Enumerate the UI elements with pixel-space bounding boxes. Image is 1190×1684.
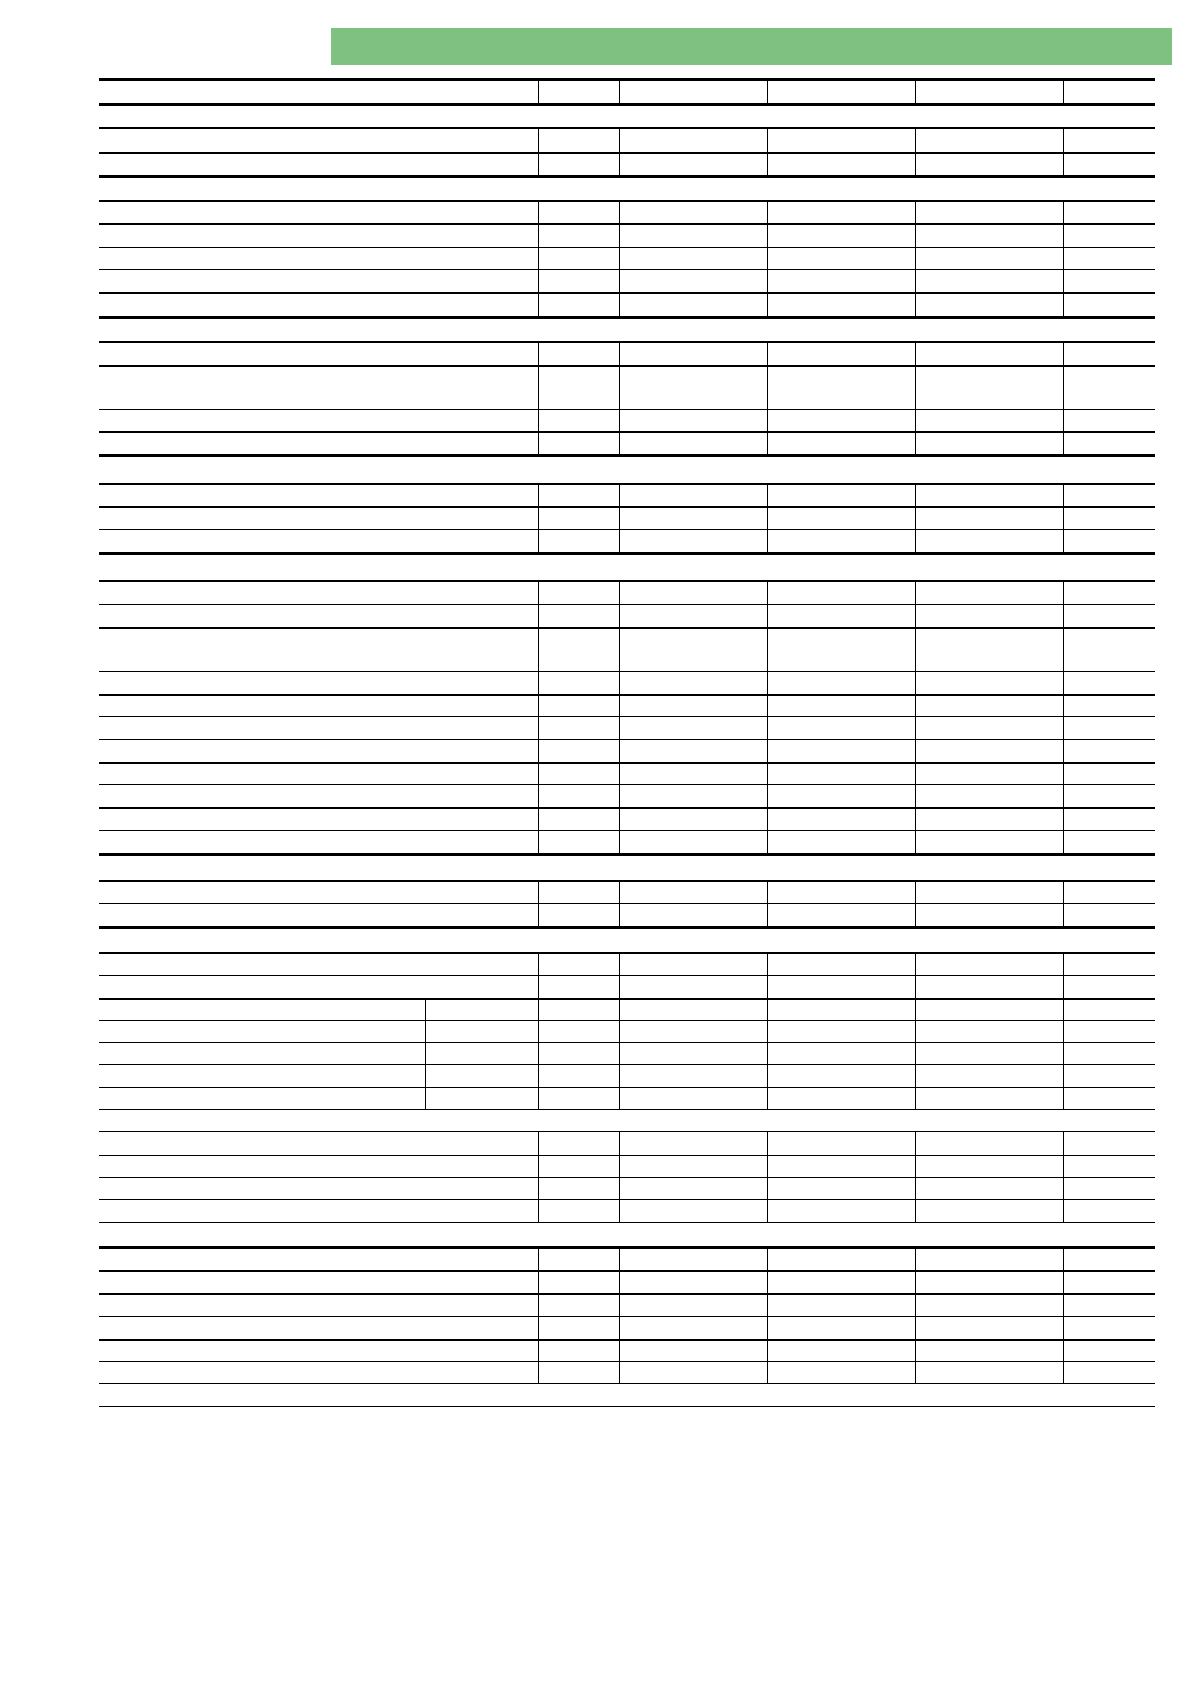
table-rule (99, 175, 1155, 178)
table-rule (99, 431, 1155, 433)
table-cell-border (767, 365, 768, 409)
table-cell-border (538, 580, 539, 604)
table-cell-border (538, 1361, 539, 1383)
table-cell-border (767, 1316, 768, 1339)
table-cell-border (767, 1064, 768, 1087)
table-cell-border (915, 807, 916, 830)
table-cell-border (915, 200, 916, 223)
table-cell-border (915, 952, 916, 975)
table-cell-border (1063, 830, 1064, 853)
table-cell-border (915, 1131, 916, 1155)
table-cell-border (1063, 784, 1064, 807)
table-cell-border (767, 784, 768, 807)
table-cell-border (915, 78, 916, 103)
table-cell-border (425, 1087, 426, 1109)
table-cell-border (425, 1064, 426, 1087)
table-rule (99, 152, 1155, 154)
table-cell-border (767, 1020, 768, 1042)
table-rule (99, 807, 1155, 809)
table-rule (99, 247, 1155, 248)
table-cell-border (619, 431, 620, 454)
table-cell-border (619, 200, 620, 223)
table-cell-border (538, 671, 539, 694)
table-cell-border (538, 506, 539, 529)
table-cell-border (915, 784, 916, 807)
table-cell-border (538, 762, 539, 784)
table-cell-border (538, 975, 539, 998)
table-cell-border (1063, 1316, 1064, 1339)
table-cell-border (619, 671, 620, 694)
table-cell-border (915, 152, 916, 175)
table-cell-border (538, 247, 539, 269)
table-rule (99, 1177, 1155, 1178)
table-cell-border (767, 1339, 768, 1361)
table-cell-border (1063, 365, 1064, 409)
table-cell-border (1063, 1361, 1064, 1383)
table-cell-border (915, 223, 916, 247)
table-cell-border (915, 1246, 916, 1270)
table-rule (99, 762, 1155, 764)
table-cell-border (619, 341, 620, 365)
table-cell-border (619, 694, 620, 716)
table-cell-border (767, 975, 768, 998)
table-rule (99, 78, 1155, 81)
table-cell-border (619, 975, 620, 998)
table-cell-border (767, 127, 768, 152)
table-cell-border (767, 694, 768, 716)
table-cell-border (619, 223, 620, 247)
table-cell-border (538, 409, 539, 431)
table-rule (99, 1155, 1155, 1156)
table-cell-border (619, 365, 620, 409)
table-rule (99, 1316, 1155, 1317)
table-cell-border (1063, 1246, 1064, 1270)
table-rule (99, 341, 1155, 343)
table-cell-border (1063, 1087, 1064, 1109)
table-rule (99, 975, 1155, 976)
table-cell-border (538, 627, 539, 671)
table-cell-border (619, 247, 620, 269)
table-cell-border (538, 431, 539, 454)
table-cell-border (538, 1270, 539, 1293)
table-cell-border (538, 604, 539, 627)
table-cell-border (915, 762, 916, 784)
table-cell-border (538, 830, 539, 853)
table-cell-border (1063, 604, 1064, 627)
table-cell-border (619, 998, 620, 1020)
table-cell-border (1063, 762, 1064, 784)
table-cell-border (915, 975, 916, 998)
table-cell-border (619, 1316, 620, 1339)
table-cell-border (915, 1361, 916, 1383)
table-rule (99, 580, 1155, 582)
table-cell-border (1063, 1199, 1064, 1222)
table-rule (99, 998, 1155, 1000)
table-cell-border (425, 1020, 426, 1042)
table-rule (99, 952, 1155, 954)
table-cell-border (1063, 152, 1064, 175)
table-cell-border (1063, 903, 1064, 926)
table-cell-border (915, 880, 916, 903)
table-rule (99, 1339, 1155, 1341)
table-cell-border (767, 1246, 768, 1270)
table-cell-border (619, 1199, 620, 1222)
table-rule (99, 926, 1155, 929)
table-cell-border (538, 341, 539, 365)
table-cell-border (619, 762, 620, 784)
table-cell-border (1063, 1339, 1064, 1361)
table-cell-border (915, 1064, 916, 1087)
table-cell-border (767, 152, 768, 175)
table-rule (99, 1042, 1155, 1043)
table-rule (99, 292, 1155, 294)
table-cell-border (767, 580, 768, 604)
table-cell-border (1063, 739, 1064, 762)
table-rule (99, 1406, 1155, 1407)
table-cell-border (538, 784, 539, 807)
table-cell-border (538, 200, 539, 223)
table-cell-border (619, 152, 620, 175)
table-rule (99, 1131, 1155, 1132)
table-cell-border (619, 1361, 620, 1383)
table-cell-border (1063, 1155, 1064, 1177)
table-cell-border (767, 830, 768, 853)
table-cell-border (1063, 341, 1064, 365)
table-cell-border (767, 1177, 768, 1199)
table-cell-border (915, 1199, 916, 1222)
table-cell-border (915, 292, 916, 316)
table-cell-border (915, 604, 916, 627)
table-rule (99, 1109, 1155, 1110)
table-cell-border (915, 1270, 916, 1293)
table-cell-border (1063, 627, 1064, 671)
table-rule (99, 830, 1155, 831)
table-cell-border (1063, 292, 1064, 316)
table-cell-border (767, 739, 768, 762)
table-cell-border (619, 880, 620, 903)
table-cell-border (619, 1020, 620, 1042)
table-cell-border (1063, 1020, 1064, 1042)
table-cell-border (619, 1155, 620, 1177)
table-rule (99, 671, 1155, 672)
table-rule (99, 1087, 1155, 1088)
table-rule (99, 853, 1155, 856)
table-cell-border (767, 1155, 768, 1177)
table-rule (99, 1199, 1155, 1200)
table-rule (99, 903, 1155, 904)
table-cell-border (619, 627, 620, 671)
table-cell-border (619, 78, 620, 103)
table-cell-border (767, 1087, 768, 1109)
table-rule (99, 529, 1155, 530)
table-cell-border (1063, 1293, 1064, 1316)
table-cell-border (619, 529, 620, 552)
table-cell-border (619, 903, 620, 926)
table-cell-border (1063, 880, 1064, 903)
table-cell-border (767, 762, 768, 784)
table-cell-border (915, 903, 916, 926)
table-rule (99, 1270, 1155, 1272)
table-cell-border (619, 604, 620, 627)
table-rule (99, 316, 1155, 319)
table-cell-border (767, 1199, 768, 1222)
table-cell-border (538, 223, 539, 247)
table-cell-border (915, 1020, 916, 1042)
table-cell-border (915, 127, 916, 152)
table-rule (99, 1383, 1155, 1384)
table-cell-border (767, 1131, 768, 1155)
table-cell-border (619, 1064, 620, 1087)
table-cell-border (619, 807, 620, 830)
table-cell-border (538, 365, 539, 409)
table-cell-border (538, 1199, 539, 1222)
table-cell-border (538, 529, 539, 552)
table-cell-border (767, 671, 768, 694)
table-cell-border (767, 1361, 768, 1383)
table-cell-border (619, 1042, 620, 1064)
table-cell-border (425, 1042, 426, 1064)
table-cell-border (915, 1177, 916, 1199)
table-cell-border (915, 739, 916, 762)
table-cell-border (1063, 431, 1064, 454)
table-rule (99, 552, 1155, 555)
table-cell-border (619, 784, 620, 807)
table-cell-border (767, 604, 768, 627)
table-cell-border (767, 998, 768, 1020)
table-cell-border (1063, 1177, 1064, 1199)
table-cell-border (767, 431, 768, 454)
table-cell-border (1063, 1042, 1064, 1064)
table-cell-border (915, 1339, 916, 1361)
table-cell-border (538, 998, 539, 1020)
table-cell-border (915, 269, 916, 292)
table-cell-border (619, 292, 620, 316)
table-cell-border (538, 694, 539, 716)
table-rule (99, 694, 1155, 696)
table-cell-border (915, 580, 916, 604)
table-cell-border (767, 223, 768, 247)
table-cell-border (1063, 1064, 1064, 1087)
table-cell-border (767, 627, 768, 671)
table-cell-border (538, 1042, 539, 1064)
table-rule (99, 880, 1155, 882)
table-cell-border (538, 1131, 539, 1155)
table-cell-border (619, 716, 620, 739)
table-rule (99, 1020, 1155, 1021)
table-cell-border (767, 506, 768, 529)
table-cell-border (915, 671, 916, 694)
table-rule (99, 627, 1155, 629)
table-cell-border (425, 998, 426, 1020)
table-cell-border (619, 1246, 620, 1270)
table-cell-border (538, 903, 539, 926)
table-cell-border (915, 830, 916, 853)
table-cell-border (1063, 975, 1064, 998)
table-cell-border (767, 1270, 768, 1293)
table-rule (99, 127, 1155, 129)
table-cell-border (538, 716, 539, 739)
table-cell-border (538, 739, 539, 762)
table-cell-border (767, 200, 768, 223)
table-cell-border (1063, 1131, 1064, 1155)
table-cell-border (767, 269, 768, 292)
table-cell-border (1063, 807, 1064, 830)
table-rule (99, 409, 1155, 410)
table-cell-border (619, 1270, 620, 1293)
table-cell-border (538, 152, 539, 175)
table-cell-border (915, 627, 916, 671)
table-rule (99, 1293, 1155, 1295)
table-cell-border (538, 483, 539, 506)
table-cell-border (619, 269, 620, 292)
table-cell-border (767, 903, 768, 926)
table-cell-border (538, 1064, 539, 1087)
table-rule (99, 483, 1155, 485)
table-cell-border (767, 247, 768, 269)
table-cell-border (1063, 671, 1064, 694)
table-cell-border (538, 292, 539, 316)
table-cell-border (767, 1042, 768, 1064)
table-cell-border (915, 998, 916, 1020)
table-cell-border (619, 952, 620, 975)
table-cell-border (1063, 998, 1064, 1020)
table-rule (99, 365, 1155, 367)
table-cell-border (538, 1316, 539, 1339)
table-cell-border (619, 1087, 620, 1109)
table-cell-border (1063, 529, 1064, 552)
table-cell-border (1063, 78, 1064, 103)
table-cell-border (1063, 200, 1064, 223)
table-cell-border (538, 880, 539, 903)
table-cell-border (1063, 506, 1064, 529)
table-cell-border (767, 1293, 768, 1316)
table-rule (99, 1246, 1155, 1249)
table-cell-border (915, 1316, 916, 1339)
table-cell-border (619, 1131, 620, 1155)
table-cell-border (915, 1042, 916, 1064)
table-cell-border (767, 409, 768, 431)
table-cell-border (915, 431, 916, 454)
table-cell-border (619, 409, 620, 431)
table-cell-border (1063, 269, 1064, 292)
table-cell-border (915, 716, 916, 739)
table-cell-border (915, 409, 916, 431)
table-rule (99, 1064, 1155, 1065)
table-cell-border (538, 127, 539, 152)
table-cell-border (619, 506, 620, 529)
table-cell-border (915, 529, 916, 552)
table-cell-border (538, 952, 539, 975)
table-rule (99, 506, 1155, 508)
table-cell-border (538, 1177, 539, 1199)
table-cell-border (538, 269, 539, 292)
table-rule (99, 716, 1155, 717)
table-cell-border (538, 1246, 539, 1270)
table-cell-border (619, 1177, 620, 1199)
table-cell-border (619, 1293, 620, 1316)
table-cell-border (915, 506, 916, 529)
table-cell-border (538, 1339, 539, 1361)
table-cell-border (1063, 952, 1064, 975)
table-cell-border (619, 127, 620, 152)
table-cell-border (915, 1087, 916, 1109)
table-rule (99, 223, 1155, 225)
table-cell-border (1063, 694, 1064, 716)
table-cell-border (915, 247, 916, 269)
table-cell-border (767, 292, 768, 316)
table-cell-border (767, 880, 768, 903)
table-cell-border (619, 830, 620, 853)
table-cell-border (619, 580, 620, 604)
table-cell-border (619, 483, 620, 506)
table-cell-border (767, 78, 768, 103)
table-cell-border (767, 341, 768, 365)
table-cell-border (1063, 483, 1064, 506)
table-rule (99, 784, 1155, 785)
table-cell-border (538, 1155, 539, 1177)
table-cell-border (538, 78, 539, 103)
table-cell-border (1063, 1270, 1064, 1293)
table-rule (99, 1361, 1155, 1362)
table-cell-border (915, 365, 916, 409)
table-rule (99, 103, 1155, 106)
table-cell-border (538, 807, 539, 830)
table-cell-border (1063, 716, 1064, 739)
table-cell-border (1063, 223, 1064, 247)
table-cell-border (538, 1087, 539, 1109)
table-rule (99, 200, 1155, 202)
table-cell-border (767, 807, 768, 830)
table-rule (99, 739, 1155, 740)
table-cell-border (767, 529, 768, 552)
table-cell-border (1063, 127, 1064, 152)
table-cell-border (915, 1293, 916, 1316)
table-cell-border (538, 1293, 539, 1316)
table-cell-border (1063, 409, 1064, 431)
table-cell-border (619, 739, 620, 762)
table-cell-border (1063, 580, 1064, 604)
table-rule (99, 454, 1155, 457)
table-cell-border (538, 1020, 539, 1042)
table-cell-border (767, 716, 768, 739)
table-cell-border (767, 483, 768, 506)
table-rule (99, 604, 1155, 605)
table-cell-border (915, 483, 916, 506)
table-cell-border (915, 694, 916, 716)
table-rule (99, 269, 1155, 270)
table-cell-border (619, 1339, 620, 1361)
table-cell-border (767, 952, 768, 975)
table-cell-border (915, 1155, 916, 1177)
table-cell-border (915, 341, 916, 365)
table-cell-border (1063, 247, 1064, 269)
table-rule (99, 1222, 1155, 1223)
